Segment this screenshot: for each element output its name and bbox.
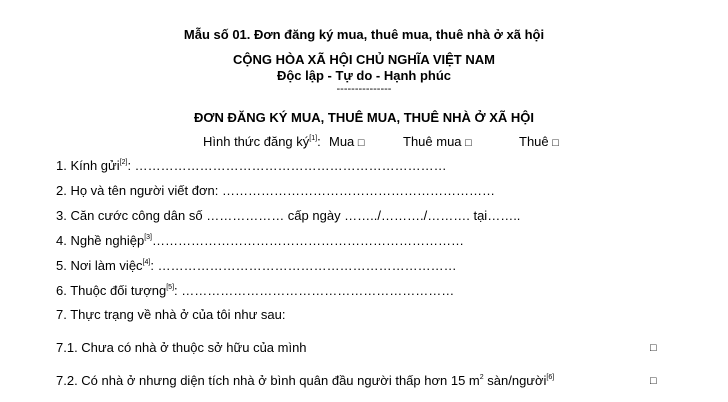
nation-name: CỘNG HÒA XÃ HỘI CHỦ NGHĨA VIỆT NAM	[233, 52, 495, 67]
status-no-house: 7.1. Chưa có nhà ở thuộc sở hữu của mình	[56, 340, 307, 355]
line-beneficiary-group[interactable]: 6. Thuộc đối tượng[5]: ………………………………………………………	[56, 283, 455, 298]
checkbox-lease-purchase[interactable]: □	[465, 137, 472, 149]
registration-label: Hình thức đăng ký[1]:	[203, 134, 321, 149]
motto-rule: ---------------	[336, 83, 392, 95]
checkbox-no-house[interactable]: □	[650, 342, 657, 354]
line-occupation[interactable]: 4. Nghề nghiệp[3]………………………………………………………………	[56, 233, 464, 248]
form-number: Mẫu số 01. Đơn đăng ký mua, thuê mua, thuê nhà ở xã hội	[183, 27, 545, 42]
line-workplace[interactable]: 5. Nơi làm việc[4]: ……………………………………………………………	[56, 258, 457, 273]
option-lease-purchase[interactable]: Thuê mua □	[403, 134, 472, 149]
line-recipient[interactable]: 1. Kính gửi[2]: ………………………………………………………………	[56, 158, 447, 173]
motto: Độc lập - Tự do - Hạnh phúc	[276, 68, 452, 83]
option-purchase[interactable]: Mua □	[329, 134, 365, 149]
status-small-house: 7.2. Có nhà ở nhưng diện tích nhà ở bình quân đầu người thấp hơn 15 $m^2$ sàn/người[6]	[56, 373, 555, 388]
line-housing-status: 7. Thực trạng về nhà ở của tôi như sau:	[56, 307, 286, 322]
line-id-card[interactable]: 3. Căn cước công dân số ……………… cấp ngày ……../………./………. tại……..	[56, 208, 521, 223]
line-applicant-name[interactable]: 2. Họ và tên người viết đơn: ………………………………………………………	[56, 183, 495, 198]
checkbox-purchase[interactable]: □	[357, 137, 365, 149]
checkbox-rent[interactable]: □	[552, 137, 559, 149]
checkbox-small-house[interactable]: □	[650, 375, 657, 387]
form-title: ĐƠN ĐĂNG KÝ MUA, THUÊ MUA, THUÊ NHÀ Ở XÃ HỘI	[194, 110, 534, 125]
option-rent[interactable]: Thuê □	[519, 134, 559, 149]
